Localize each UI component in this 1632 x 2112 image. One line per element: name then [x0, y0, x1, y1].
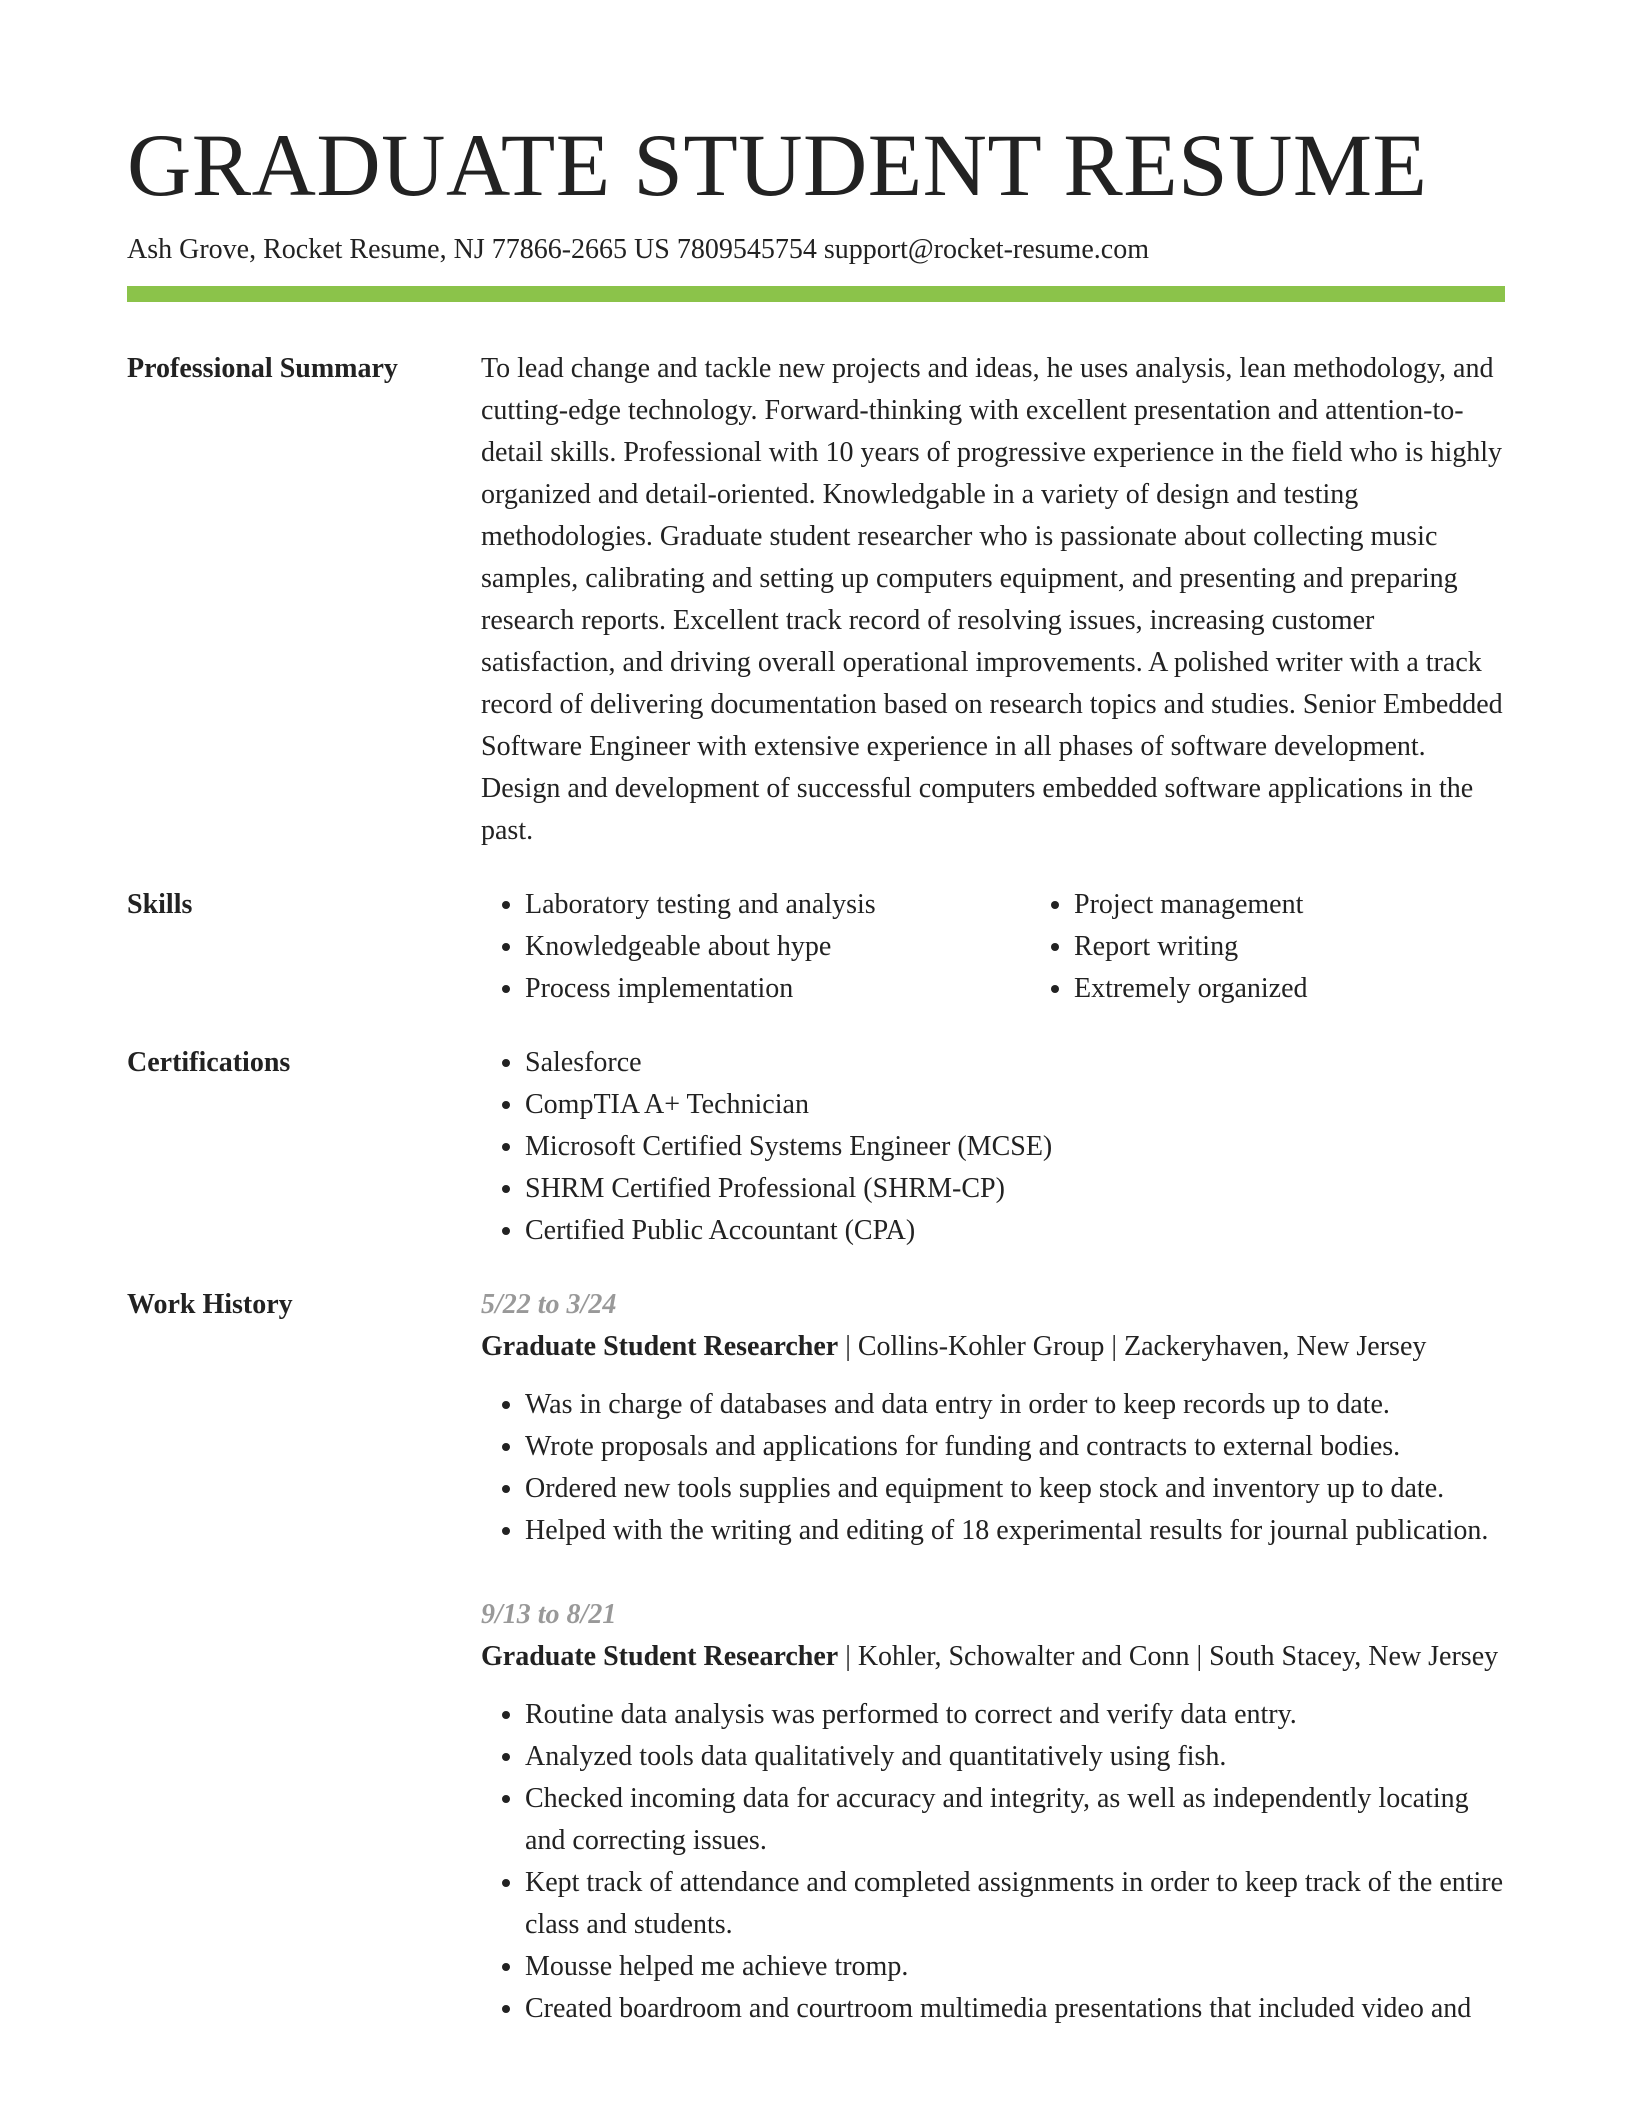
certifications-section	[127, 1042, 1505, 1252]
job-bullet: • Wrote proposals and applications for funding and contracts to external bodies.	[525, 1426, 1505, 1468]
certification-item: • Microsoft Certified Systems Engineer (MCSE)	[525, 1126, 1505, 1168]
job-title: Graduate Student Researcher	[481, 1331, 839, 1362]
certification-item: • Salesforce	[525, 1042, 1505, 1084]
job-title: Graduate Student Researcher	[481, 1641, 839, 1672]
summary-body	[481, 348, 1505, 852]
skill-item: • Process implementation	[525, 968, 1030, 1010]
job-bullet: • Routine data analysis was performed to correct and verify data entry.	[525, 1694, 1505, 1736]
job-details: | Collins-Kohler Group | Zackeryhaven, New Jersey	[838, 1331, 1427, 1362]
skill-item: • Knowledgeable about hype	[525, 926, 1030, 968]
skills-label: Skills	[127, 889, 193, 920]
skill-item: • Report writing	[1074, 926, 1579, 968]
job-bullet: • Helped with the writing and editing of 18 experimental results for journal publication.	[525, 1510, 1505, 1552]
job-bullet: • Checked incoming data for accuracy and integrity, as well as independently locating and correcting issues.	[525, 1778, 1505, 1862]
job-bullet: • Created boardroom and courtroom multimedia presentations that included video and	[525, 1988, 1505, 2030]
job-details: | Kohler, Schowalter and Conn | South Stacey, New Jersey	[838, 1641, 1499, 1672]
certifications-list	[481, 1042, 1505, 1252]
job-bullet: • Was in charge of databases and data entry in order to keep records up to date.	[525, 1384, 1505, 1426]
skills-section	[127, 884, 1505, 1010]
certification-item: • SHRM Certified Professional (SHRM-CP)	[525, 1168, 1505, 1210]
skill-item: • Project management	[1074, 884, 1579, 926]
job-entry	[481, 1284, 1505, 1552]
work-history-body	[481, 1284, 1505, 2072]
contact-line: Ash Grove, Rocket Resume, NJ 77866-2665 US 7809545754 support@rocket-resume.com	[127, 234, 1149, 265]
resume-sections	[127, 348, 1505, 2104]
job-bullet: • Ordered new tools supplies and equipment to keep stock and inventory up to date.	[525, 1468, 1505, 1510]
job-bullet: • Mousse helped me achieve tromp.	[525, 1946, 1505, 1988]
certification-item: • CompTIA A+ Technician	[525, 1084, 1505, 1126]
job-entry	[481, 1594, 1505, 2030]
work-history-label: Work History	[127, 1289, 293, 1320]
summary-label: Professional Summary	[127, 353, 398, 384]
job-bullets	[481, 1384, 1505, 1552]
certifications-body	[481, 1042, 1505, 1252]
job-heading	[481, 1326, 1505, 1368]
skills-list-left	[481, 884, 1030, 1010]
job-bullets	[481, 1694, 1505, 2030]
certification-item: • Certified Public Accountant (CPA)	[525, 1210, 1505, 1252]
skill-item: • Laboratory testing and analysis	[525, 884, 1030, 926]
job-dates: 9/13 to 8/21	[481, 1599, 617, 1630]
skills-grid	[481, 884, 1579, 1010]
resume-title: GRADUATE STUDENT RESUME	[127, 117, 1428, 215]
accent-divider	[127, 286, 1505, 302]
summary-section	[127, 348, 1505, 852]
skill-item: • Extremely organized	[1074, 968, 1579, 1010]
summary-text: To lead change and tackle new projects and ideas, he uses analysis, lean methodology, and cutting-edge technology. Forward-thinking with excellent presentation and attention-to-detail skills. Professional with 10 years of progressive experience in the field who is highly organized and detail-oriented. Knowledgable in a variety of design and testing methodologies. Graduate student researcher who is passionate about collecting music samples, calibrating and setting up computers equipment, and presenting and preparing research reports. Excellent track record of resolving issues, increasing customer satisfaction, and driving overall operational improvements. A polished writer with a track record of delivering documentation based on research topics and studies. Senior Embedded Software Engineer with extensive experience in all phases of software development. Design and development of successful computers embedded software applications in the past.	[481, 353, 1503, 846]
job-heading	[481, 1636, 1505, 1678]
certifications-label: Certifications	[127, 1047, 291, 1078]
job-bullet: • Analyzed tools data qualitatively and quantitatively using fish.	[525, 1736, 1505, 1778]
job-bullet: • Kept track of attendance and completed assignments in order to keep track of the entire class and students.	[525, 1862, 1505, 1946]
work-history-section	[127, 1284, 1505, 2072]
job-dates: 5/22 to 3/24	[481, 1289, 617, 1320]
skills-list-right	[1030, 884, 1579, 1010]
